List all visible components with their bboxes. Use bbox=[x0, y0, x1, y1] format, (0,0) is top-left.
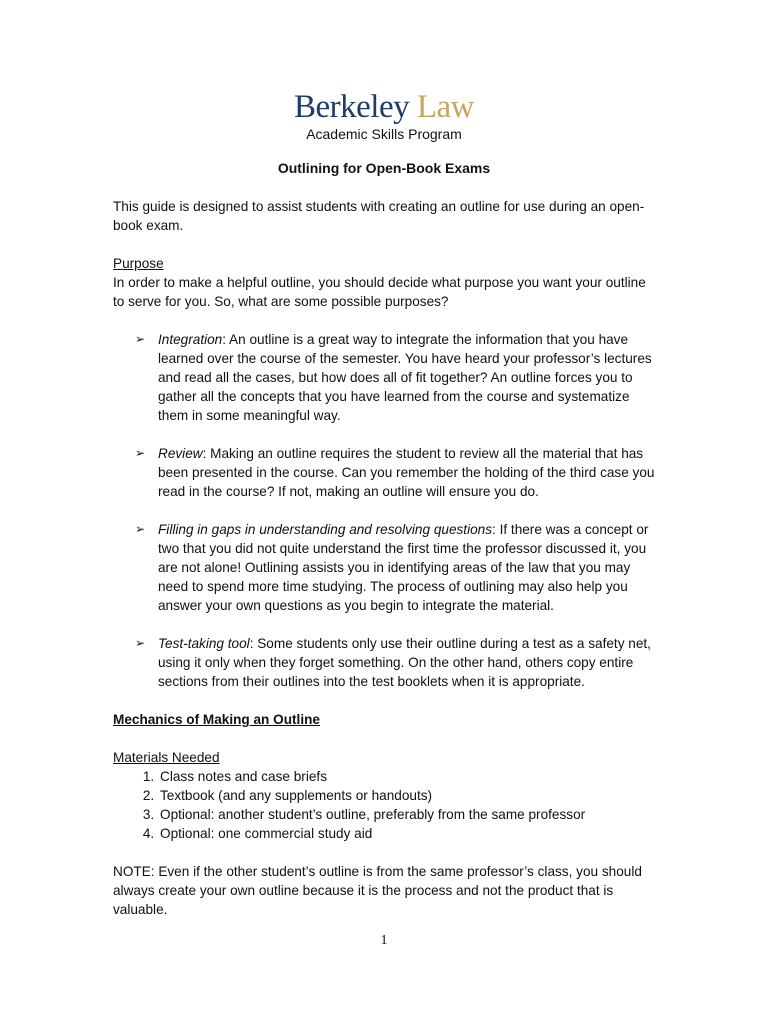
arrow-bullet-icon: ➢ bbox=[135, 522, 146, 536]
purpose-item-term: Filling in gaps in understanding and resolving questions bbox=[158, 522, 493, 537]
arrow-bullet-icon: ➢ bbox=[135, 636, 146, 650]
arrow-bullet-icon: ➢ bbox=[135, 446, 146, 460]
purpose-heading: Purpose bbox=[113, 256, 164, 271]
purpose-item-term: Test-taking tool bbox=[158, 636, 250, 651]
purpose-item-test-taking bbox=[113, 634, 658, 691]
purpose-item-term: Integration bbox=[158, 332, 223, 347]
purpose-item-text: : If there was a concept or two that you did not quite understand the first time the professor discussed it, you are not alone! Outlining assists you in identifying areas of the law that you may need to spend more time studying. The process of outlining may also help you answer your own questions as you begin to integrate the material. bbox=[158, 522, 649, 613]
logo-berkeley: Berkeley bbox=[294, 89, 410, 125]
list-item: 4. Optional: one commercial study aid bbox=[158, 824, 658, 843]
intro-paragraph: This guide is designed to assist students with creating an outline for use during an open-book exam. bbox=[113, 199, 645, 233]
materials-list bbox=[113, 767, 658, 843]
berkeley-law-logo bbox=[0, 88, 768, 126]
purpose-item-term: Review bbox=[158, 446, 203, 461]
purpose-item-filling-gaps bbox=[113, 520, 658, 615]
document-body bbox=[113, 197, 658, 919]
purpose-item-text: : Making an outline requires the student to review all the material that has been presented in the course. Can you remember the holding of the third case you read in the course? If not, making an outline will ensure you do. bbox=[158, 446, 655, 499]
arrow-bullet-icon: ➢ bbox=[135, 332, 146, 346]
logo-law: Law bbox=[416, 89, 474, 125]
purpose-item-text: : An outline is a great way to integrate the information that you have learned over the course of the semester. You have heard your professor’s lectures and read all the cases, but how does all of fit together? An outline forces you to gather all the concepts that you have learned from the course and systematize them in some meaningful way. bbox=[158, 332, 652, 423]
mechanics-heading: Mechanics of Making an Outline bbox=[113, 712, 320, 727]
list-item: 2. Textbook (and any supplements or handouts) bbox=[158, 786, 658, 805]
list-item: 3. Optional: another student’s outline, preferably from the same professor bbox=[158, 805, 658, 824]
materials-heading: Materials Needed bbox=[113, 750, 220, 765]
note-paragraph: NOTE: Even if the other student’s outline is from the same professor’s class, you should always create your own outline because it is the process and not the product that is valuable. bbox=[113, 864, 642, 917]
purpose-item-review bbox=[113, 444, 658, 501]
purpose-item-integration bbox=[113, 330, 658, 425]
document-title: Outlining for Open-Book Exams bbox=[277, 160, 491, 176]
page-number: 1 bbox=[380, 933, 388, 948]
purpose-text: In order to make a helpful outline, you should decide what purpose you want your outline to serve for you. So, what are some possible purposes? bbox=[113, 275, 646, 309]
purpose-item-text: : Some students only use their outline during a test as a safety net, using it only when they forget something. On the other hand, others copy entire sections from their outlines into the test booklets when it is appropriate. bbox=[158, 636, 651, 689]
list-item: 1. Class notes and case briefs bbox=[158, 767, 658, 786]
program-name: Academic Skills Program bbox=[306, 126, 462, 142]
